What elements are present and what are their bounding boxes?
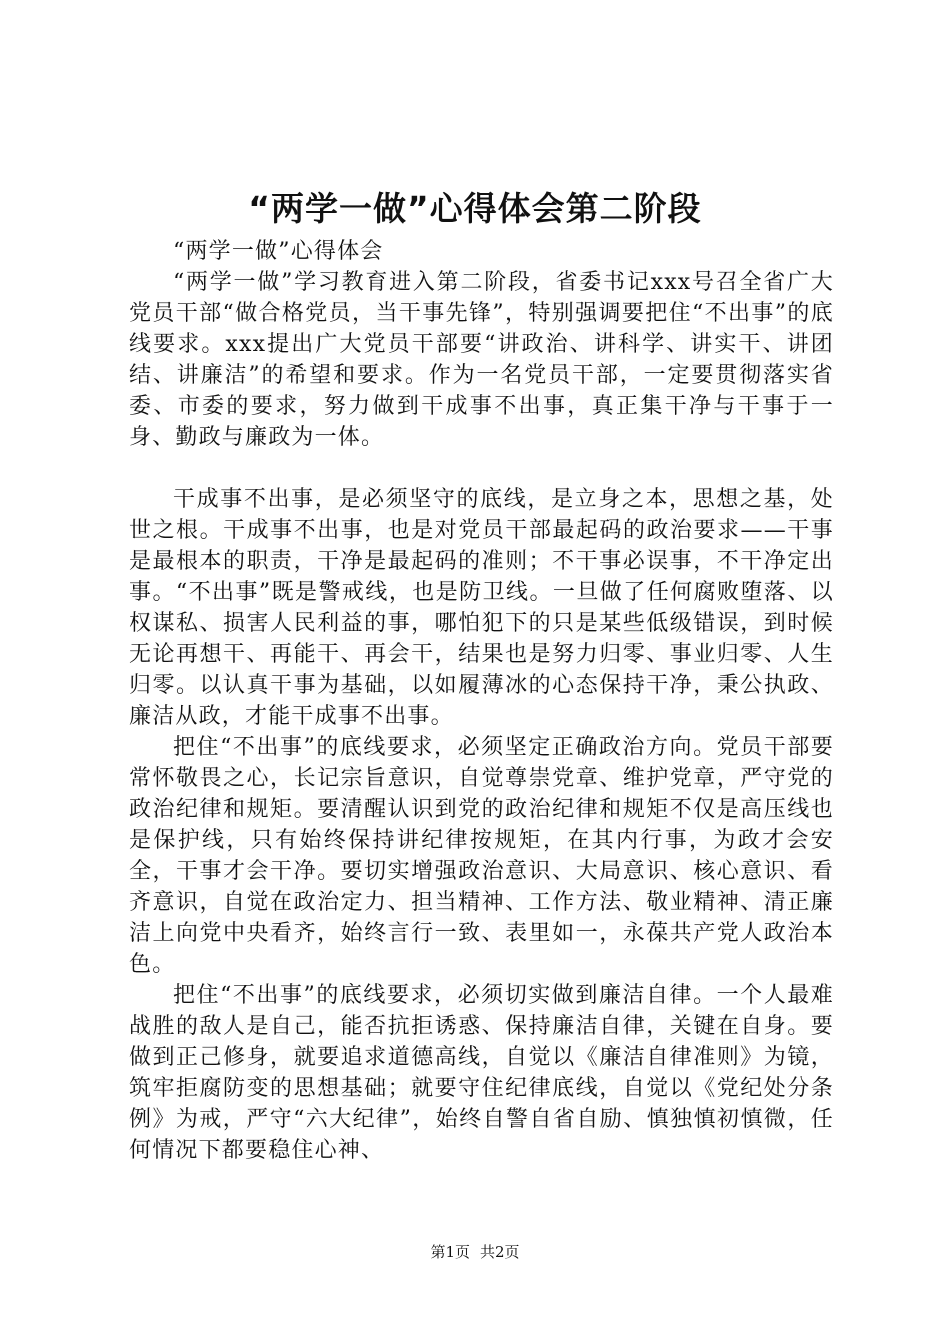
subtitle-paragraph: “两学一做”心得体会 xyxy=(173,239,384,264)
body-paragraph-self-discipline: 把住“不出事”的底线要求，必须切实做到廉洁自律。一个人最难战胜的敌人是自己，能否抗拒诱惑、保持廉洁自律，关键在自身。要做到正己修身，就要追求道德高线，自觉以《廉洁自律准则》为镜，筑牢拒腐防变的思想基础；就要守住纪律底线，自觉以《党纪处分条例》为戒，严守“六大纪律”，始终自警自省自励、慎独慎初慎微，任何情况下都要稳住心神、 xyxy=(129,983,834,1163)
page-footer xyxy=(0,1242,950,1262)
page-number: 第1页 xyxy=(430,1243,470,1261)
document-title: “两学一做”心得体会第二阶段 xyxy=(248,189,702,228)
body-paragraph-political-direction: 把住“不出事”的底线要求，必须坚定正确政治方向。党员干部要常怀敬畏之心，长记宗旨意识，自觉尊崇党章、维护党章，严守党的政治纪律和规矩。要清醒认识到党的政治纪律和规矩不仅是高压线也是保护线，只有始终保持讲纪律按规矩，在其内行事，为政才会安全，干事才会干净。要切实增强政治意识、大局意识、核心意识、看齐意识，自觉在政治定力、担当精神、工作方法、敬业精神、清正廉洁上向党中央看齐，始终言行一致、表里如一，永葆共产党人政治本色。 xyxy=(129,735,834,977)
page-total: 共2页 xyxy=(480,1243,520,1261)
body-paragraph-intro: “两学一做”学习教育进入第二阶段，省委书记xxx号召全省广大党员干部“做合格党员，当干事先锋”，特别强调要把住“不出事”的底线要求。xxx提出广大党员干部要“讲政治、讲科学、讲实干、讲团结、讲廉洁”的希望和要求。作为一名党员干部，一定要贯彻落实省委、市委的要求，努力做到干成事不出事，真正集干净与干事于一身、勤政与廉政为一体。 xyxy=(129,270,834,450)
document-body xyxy=(129,236,834,1166)
body-paragraph-baseline: 干成事不出事，是必须坚守的底线，是立身之本，思想之基，处世之根。干成事不出事，也是对党员干部最起码的政治要求——干事是最根本的职责，干净是最起码的准则；不干事必误事，不干净定出事。“不出事”既是警戒线，也是防卫线。一旦做了任何腐败堕落、以权谋私、损害人民利益的事，哪怕犯下的只是某些低级错误，到时候无论再想干、再能干、再会干，结果也是努力归零、事业归零、人生归零。以认真干事为基础，以如履薄冰的心态保持干净，秉公执政、廉洁从政，才能干成事不出事。 xyxy=(129,487,834,729)
